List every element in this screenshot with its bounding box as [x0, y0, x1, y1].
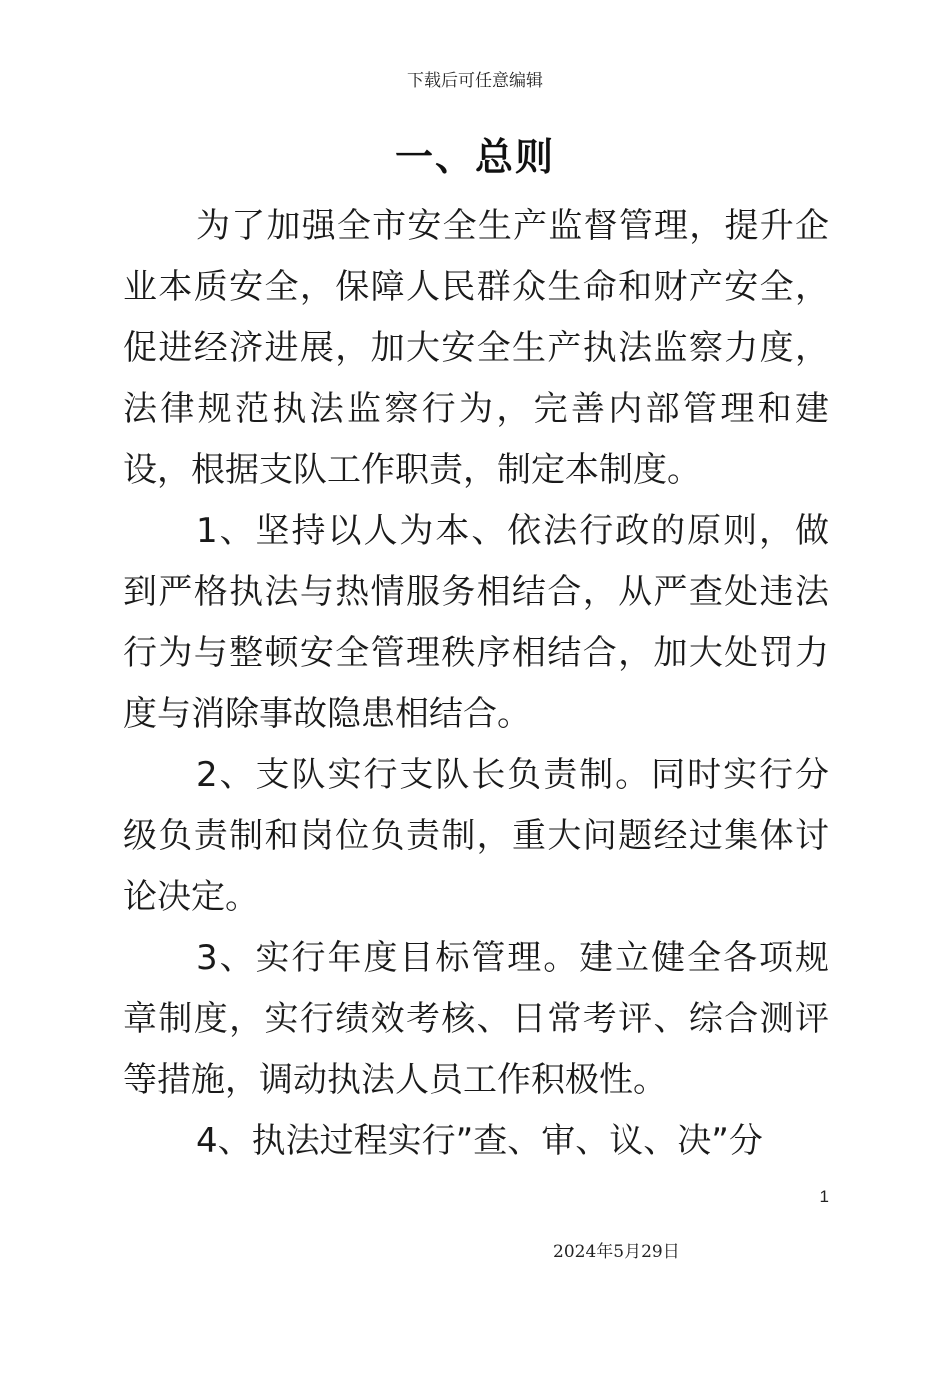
footer-date: 2024年5月29日	[553, 1242, 680, 1262]
paragraph-item-4: 4、执法过程实行”查、审、议、决”分	[196, 1121, 763, 1161]
paragraph-item-2: 2、支队实行支队长负责制。同时实行分级负责制和岗位负责制，重大问题经过集体讨论决定。	[123, 755, 829, 917]
paragraph-item-3: 3、实行年度目标管理。建立健全各项规章制度，实行绩效考核、日常考评、综合测评等措施，调动执法人员工作积极性。	[123, 938, 829, 1100]
page-number: 1	[819, 1187, 829, 1206]
paragraph-item-1: 1、坚持以人为本、依法行政的原则，做到严格执法与热情服务相结合，从严查处违法行为与整顿安全管理秩序相结合，加大处罚力度与消除事故隐患相结合。	[123, 511, 829, 734]
document-title: 一、总则	[394, 135, 555, 179]
paragraph-intro: 为了加强全市安全生产监督管理，提升企业本质安全，保障人民群众生命和财产安全，促进经济进展，加大安全生产执法监察力度，法律规范执法监察行为，完善内部管理和建设，根据支队工作职责，制定本制度。	[123, 206, 829, 490]
document-body	[123, 196, 829, 1172]
page-header: 下载后可任意编辑	[407, 71, 543, 91]
